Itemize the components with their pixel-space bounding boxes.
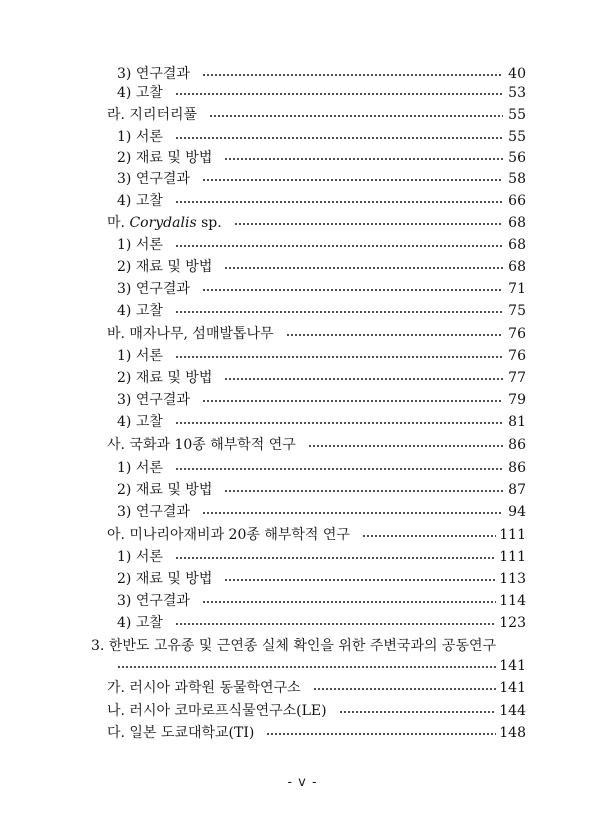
toc-entry-page: 76 <box>508 326 526 342</box>
toc-entry-label-prefix: 마. <box>107 215 130 231</box>
dot-leader <box>175 201 503 203</box>
toc-entry[interactable] <box>117 367 526 389</box>
toc-entry-page: 53 <box>508 85 526 101</box>
toc-entry[interactable] <box>117 411 526 433</box>
dot-leader <box>175 245 503 247</box>
dot-leader <box>175 311 503 313</box>
toc-entry-label: 3) 연구결과 <box>117 593 190 609</box>
dot-leader <box>202 601 496 603</box>
toc-entry-page: 68 <box>508 259 526 275</box>
toc-entry-page: 71 <box>508 281 526 297</box>
toc-entry[interactable] <box>117 479 526 501</box>
toc-entry[interactable] <box>107 722 526 744</box>
toc-entry-label: 3) 연구결과 <box>117 504 190 520</box>
toc-entry-page: 123 <box>499 615 526 631</box>
dot-leader <box>202 289 503 291</box>
toc-entry-label: 3) 연구결과 <box>117 171 190 187</box>
toc-entry[interactable] <box>117 300 526 322</box>
toc-entry-label: 4) 고찰 <box>117 193 163 209</box>
toc-entry-label: 3) 연구결과 <box>117 66 190 82</box>
dot-leader <box>362 535 496 537</box>
toc-entry-page: 87 <box>508 482 526 498</box>
toc-entry-label: 가. 러시아 과학원 동물학연구소 <box>107 680 301 696</box>
toc-entry-page: 144 <box>499 703 526 719</box>
toc-entry-label: 사. 국화과 10종 해부학적 연구 <box>107 437 296 453</box>
toc-entry-label: 3. 한반도 고유종 및 근연종 실체 확인을 위한 주변국과의 공동연구 <box>91 638 497 654</box>
toc-entry-label: 아. 미나리아재비과 20종 해부학적 연구 <box>107 527 350 543</box>
dot-leader <box>266 733 496 735</box>
toc-entry[interactable] <box>117 126 526 148</box>
toc-entry[interactable] <box>107 524 526 546</box>
dot-leader <box>308 445 503 447</box>
toc-entry-continuation[interactable] <box>117 655 526 677</box>
toc-entry-page: 55 <box>508 129 526 145</box>
dot-leader <box>202 400 503 402</box>
toc-entry[interactable] <box>117 389 526 411</box>
dot-leader <box>224 158 503 160</box>
dot-leader <box>117 666 496 668</box>
toc-entry-label: 1) 서론 <box>117 348 163 364</box>
toc-entry-page: 111 <box>499 527 526 543</box>
toc-entry-label <box>107 212 234 234</box>
toc-entry-page: 68 <box>508 215 526 231</box>
toc-entry[interactable] <box>117 190 526 212</box>
dot-leader <box>224 267 503 269</box>
dot-leader <box>175 557 496 559</box>
page-number: - v - <box>287 775 318 790</box>
toc-entry[interactable] <box>117 168 526 190</box>
toc-entry-page: 77 <box>508 370 526 386</box>
dot-leader <box>202 74 503 76</box>
toc-entry-label: 3) 연구결과 <box>117 392 190 408</box>
dot-leader <box>224 490 503 492</box>
dot-leader <box>339 711 497 713</box>
toc-entry-page: 79 <box>508 392 526 408</box>
dot-leader <box>175 468 503 470</box>
toc-entry-page: 76 <box>508 348 526 364</box>
toc-entry-page: 81 <box>508 414 526 430</box>
dot-leader <box>202 179 503 181</box>
toc-entry-label: 1) 서론 <box>117 549 163 565</box>
toc-entry[interactable] <box>117 278 526 300</box>
toc-entry[interactable] <box>117 568 526 590</box>
dot-leader <box>224 378 503 380</box>
toc-entry-label: 4) 고찰 <box>117 85 163 101</box>
dot-leader <box>286 334 503 336</box>
toc-entry-label: 4) 고찰 <box>117 303 163 319</box>
toc-entry-page: 94 <box>508 504 526 520</box>
toc-entry-page: 148 <box>499 725 526 741</box>
toc-entry-page: 111 <box>499 549 526 565</box>
toc-entry[interactable] <box>107 434 526 456</box>
toc-entry-page: 75 <box>508 303 526 319</box>
toc-entry[interactable] <box>117 457 526 479</box>
toc-entry[interactable] <box>117 82 526 104</box>
dot-leader <box>234 223 503 225</box>
toc-entry-page: 114 <box>499 593 526 609</box>
toc-entry-label: 1) 서론 <box>117 237 163 253</box>
toc-entry-label: 나. 러시아 코마로프식물연구소(LE) <box>107 703 327 719</box>
toc-section-heading[interactable] <box>91 635 531 657</box>
toc-entry-label: 라. 지리터리풀 <box>107 107 198 123</box>
toc-entry[interactable] <box>107 104 526 126</box>
toc-entry-label: 4) 고찰 <box>117 615 163 631</box>
toc-entry-label: 1) 서론 <box>117 460 163 476</box>
toc-entry[interactable] <box>117 147 526 169</box>
dot-leader <box>209 115 503 117</box>
toc-entry-label: 다. 일본 도쿄대학교(TI) <box>107 725 255 741</box>
dot-leader <box>175 137 503 139</box>
dot-leader <box>175 422 503 424</box>
toc-entry-page: 40 <box>508 66 526 82</box>
toc-entry-label: 4) 고찰 <box>117 414 163 430</box>
toc-entry-page: 86 <box>508 437 526 453</box>
toc-entry-page: 68 <box>508 237 526 253</box>
toc-entry[interactable] <box>107 677 526 699</box>
toc-entry-page: 141 <box>499 658 526 674</box>
dot-leader <box>313 688 497 690</box>
dot-leader <box>175 356 503 358</box>
toc-entry-label-suffix: sp. <box>196 215 222 231</box>
toc-entry[interactable] <box>117 590 526 612</box>
toc-entry-page: 66 <box>508 193 526 209</box>
toc-entry-label: 2) 재료 및 방법 <box>117 259 213 275</box>
toc-entry-page: 113 <box>499 571 526 587</box>
toc-entry-label-genus: Corydalis <box>129 215 197 231</box>
toc-entry-label: 3) 연구결과 <box>117 281 190 297</box>
toc-entry-label: 1) 서론 <box>117 129 163 145</box>
dot-leader <box>175 93 503 95</box>
toc-entry-page: 141 <box>499 680 526 696</box>
toc-entry[interactable] <box>117 546 526 568</box>
toc-entry[interactable] <box>117 345 526 367</box>
toc-entry-page: 56 <box>508 150 526 166</box>
toc-entry[interactable] <box>117 612 526 634</box>
toc-entry-page: 55 <box>508 107 526 123</box>
toc-entry-page: 58 <box>508 171 526 187</box>
toc-entry[interactable] <box>117 256 526 278</box>
toc-entry[interactable] <box>117 501 526 523</box>
toc-entry[interactable] <box>107 323 526 345</box>
dot-leader <box>224 579 496 581</box>
dot-leader <box>175 623 496 625</box>
dot-leader <box>202 512 503 514</box>
toc-entry[interactable] <box>117 234 526 256</box>
toc-entry[interactable] <box>107 212 526 234</box>
toc-entry-label: 2) 재료 및 방법 <box>117 482 213 498</box>
toc-entry-label: 바. 매자나무, 섬매발톱나무 <box>107 326 274 342</box>
toc-entry-label: 2) 재료 및 방법 <box>117 150 213 166</box>
toc-entry-page: 86 <box>508 460 526 476</box>
toc-entry-label: 2) 재료 및 방법 <box>117 571 213 587</box>
toc-entry-label: 2) 재료 및 방법 <box>117 370 213 386</box>
toc-entry[interactable] <box>107 700 526 722</box>
